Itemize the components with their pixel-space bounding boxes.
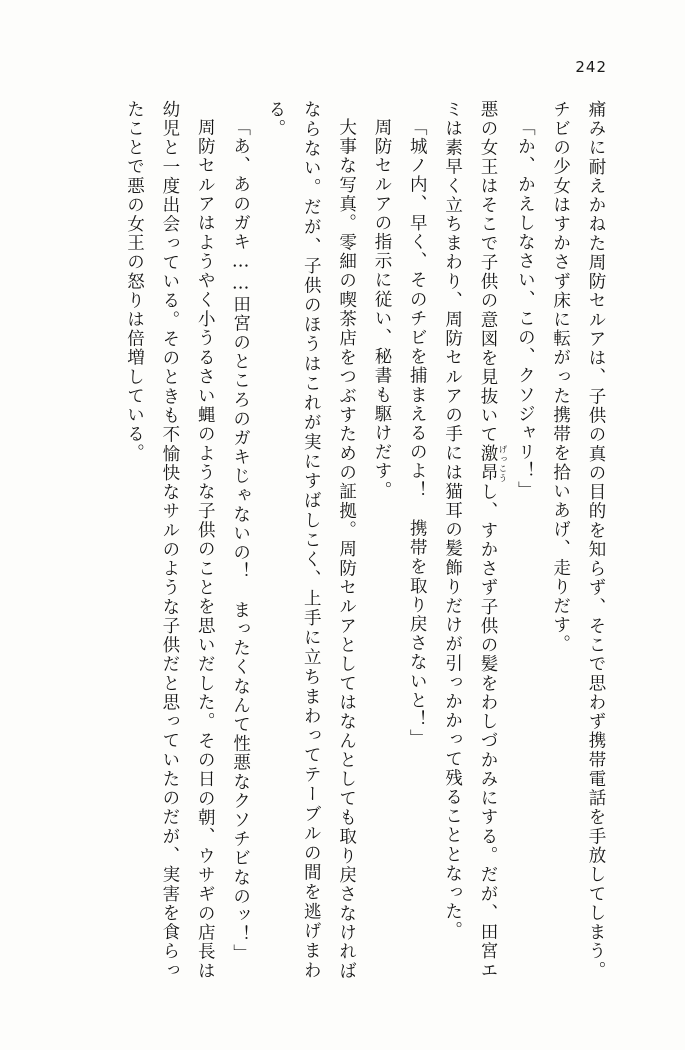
vertical-text-body	[58, 100, 613, 980]
paragraph-8: 周防セルアはようやく小うるさい蝿のような子供のことを思いだした。その日の朝、ウサギの店長は幼児と一度出会っている。そのときも不愉快なサルのような子供だと思っていたのだが、実害を食らったことで悪の女王の怒りは倍増している。	[124, 100, 216, 980]
paragraph-6: 大事な写真。零細の喫茶店をつぶすための証拠。周防セルアとしてはなんとしても取り戻さなければならない。だが、子供のほうはこれが実にすばしこく、上手に立ちまわってテーブルの間を逃げまわる。	[265, 100, 357, 980]
paragraph-1: 痛みに耐えかねた周防セルアは、子供の真の目的を知らず、そこで思わず携帯電話を手放してしまう。チビの少女はすかさず床に転がった携帯を拾いあげ、走りだす。	[550, 100, 606, 980]
ruby-annotation: 激昂 げっこう	[477, 444, 507, 483]
paragraph-2: 「か、かえしなさい、この、クソジャリ！」	[515, 117, 536, 500]
paragraph-5: 周防セルアの指示に従い、秘書も駆けだす。	[371, 117, 392, 500]
paragraph-7: 「あ、あのガキ……田宮のところのガキじゃないの！ まったくなんて性悪なクソチビなのッ！」	[230, 117, 251, 963]
page-number: 242	[575, 58, 607, 76]
paragraph-3: 悪の女王はそこで子供の意図を見抜いて激昂 げっこうし、すかさず子供の髪をわしづかみにする。だが、田宮エミは素早く立ちまわり、周防セルアの手には猫耳の髪飾りだけが引っかかって残ることとなった。	[442, 100, 507, 980]
paragraph-4: 「城ノ内、早く、そのチビを捕まえるのよ！ 携帯を取り戻さないと！」	[407, 117, 428, 748]
